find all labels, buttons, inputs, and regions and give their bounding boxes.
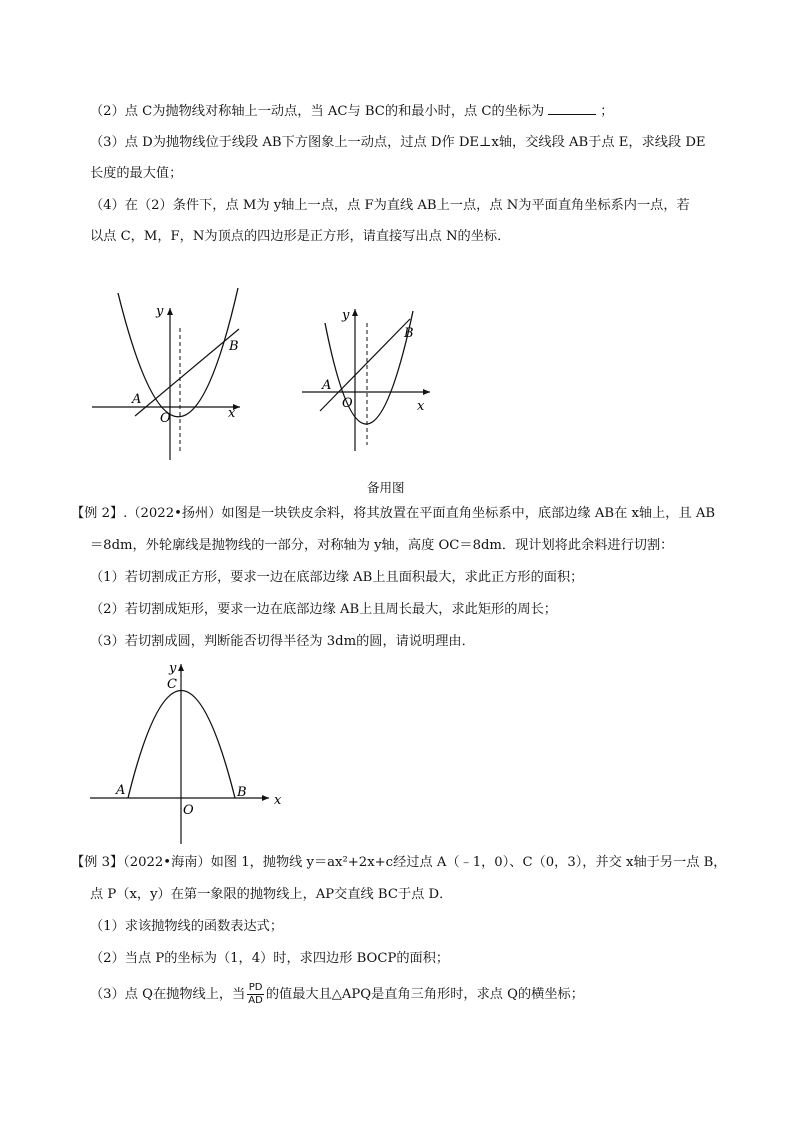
question-part-4-line-2: 以点 C，M，F，N为顶点的四边形是正方形，请直接写出点 N的坐标． <box>90 229 511 244</box>
example-3-line-1: 【例 3】（2022•海南）如图 1，抛物线 y＝ax²+2x+c经过点 A（﹣1，0）、C（0，3），并交 x轴于另一点 B， <box>71 855 727 870</box>
label-O: O <box>342 396 353 411</box>
label-y: y <box>342 308 350 323</box>
label-y: y <box>169 661 177 676</box>
label-O: O <box>183 803 194 818</box>
label-y: y <box>156 304 164 319</box>
question-part-3-line-1: （3）点 D为抛物线位于线段 AB下方图象上一动点，过点 D作 DE⊥x轴，交线段 AB于点 E，求线段 DE <box>90 135 706 150</box>
label-C: C <box>167 677 177 692</box>
label-x: x <box>274 793 282 808</box>
question-part-2: （2）点 C为抛物线对称轴上一动点，当 AC与 BC的和最小时，点 C的坐标为 ； <box>90 104 614 119</box>
example-3-question-1: （1）求该抛物线的函数表达式； <box>90 919 284 934</box>
example-2-question-1: （1）若切割成正方形，要求一边在底部边缘 AB上且面积最大，求此正方形的面积； <box>90 570 584 585</box>
example-2-line-2: ＝8dm，外轮廓线是抛物线的一部分，对称轴为 y轴，高度 OC＝8dm．现计划将此余料进行切割： <box>90 538 674 553</box>
answer-blank <box>548 102 596 115</box>
example-2-line-1: 【例 2】.（2022•扬州）如图是一块铁皮余料，将其放置在平面直角坐标系中，底部边缘 AB在 x轴上，且 AB <box>71 506 716 521</box>
fraction-pd-ad: $\frac{PD}{AD}$ <box>248 982 263 1006</box>
question-part-4-line-1: （4）在（2）条件下，点 M为 y轴上一点，点 F为直线 AB上一点，点 N为平面直角坐标系内一点，若 <box>90 198 690 213</box>
question-part-2-text: （2）点 C为抛物线对称轴上一动点，当 AC与 BC的和最小时，点 C的坐标为 <box>90 104 545 119</box>
label-B: B <box>404 326 414 341</box>
label-O: O <box>160 411 171 426</box>
example-3-question-2: （2）当点 P的坐标为（1，4）时，求四边形 BOCP的面积； <box>90 951 450 966</box>
parabola-figure-1 <box>88 288 248 468</box>
example-2-question-2: （2）若切割成矩形，要求一边在底部边缘 AB上且周长最大，求此矩形的周长； <box>90 602 557 617</box>
label-B: B <box>237 785 247 800</box>
label-A: A <box>132 392 142 407</box>
example-3-line-2: 点 P（x，y）在第一象限的抛物线上，AP交直线 BC于点 D． <box>90 887 453 902</box>
label-x: x <box>228 406 236 421</box>
example-2-question-3: （3）若切割成圆，判断能否切得半径为 3dm的圆，请说明理由． <box>90 634 475 649</box>
figure-caption: 备用图 <box>367 480 405 495</box>
label-B: B <box>229 339 239 354</box>
label-A: A <box>116 783 126 798</box>
question-part-3-line-2: 长度的最大值； <box>90 166 183 181</box>
example-3-question-3: （3）点 Q在抛物线上，当 $\frac{PD}{AD}$ 的值最大且△APQ是直角三角形时，求点 Q的横坐标； <box>90 982 584 1006</box>
label-A: A <box>322 378 332 393</box>
parabola-figure-2 <box>300 303 435 468</box>
label-x: x <box>417 399 425 414</box>
arch-figure <box>86 658 296 846</box>
